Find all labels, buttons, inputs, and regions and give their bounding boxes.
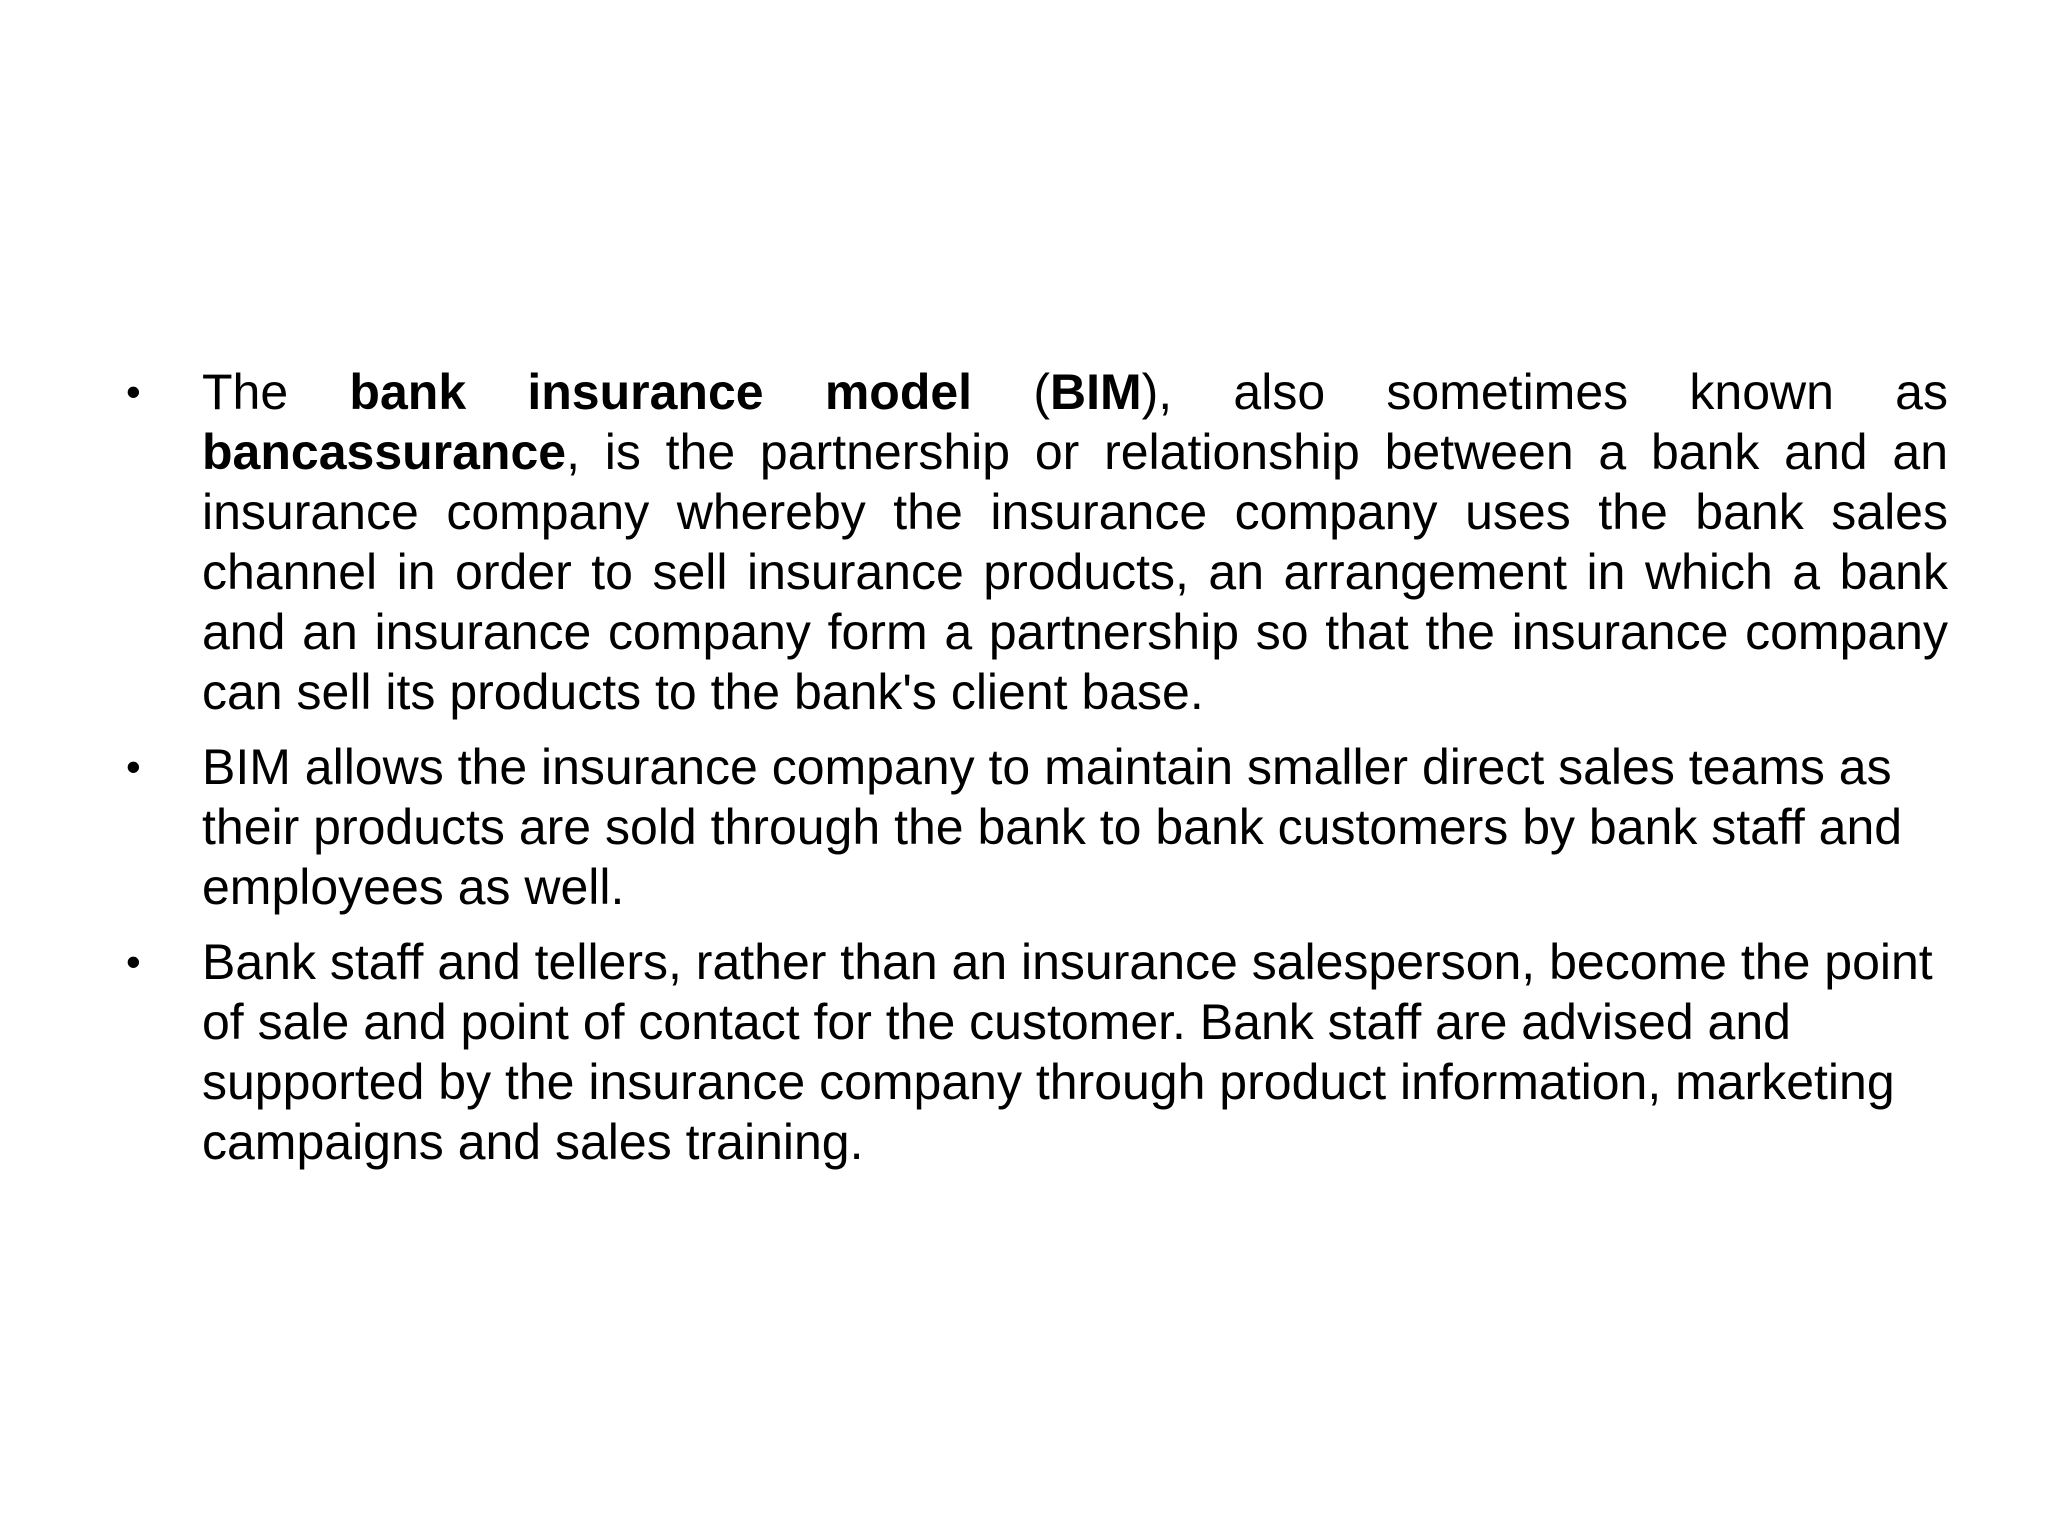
- bold-term-bim: BIM: [1049, 364, 1142, 420]
- text-run: ), also sometimes known as: [1141, 364, 1948, 420]
- bullet-item-bank-staff-point-of-sale: [118, 932, 1948, 1172]
- bullet-text: Bank staff and tellers, rather than an insurance salesperson, become the point of sale and point of contact for the customer. Bank staff are advised and supported by the insurance company through product information, marketing campaigns and sales training.: [202, 934, 1933, 1170]
- slide-content: [118, 362, 1948, 1187]
- bullet-dot-icon: •: [126, 743, 141, 790]
- bullet-list: [118, 362, 1948, 1172]
- bullet-dot-icon: •: [126, 938, 141, 985]
- text-run: , is the partnership or relationship between a bank and an insurance company whereby the insurance company uses the bank sales channel in order to sell insurance products, an arrangement in which a bank and an insurance company form a partnership so that the insurance company can sell its products to the bank's client base.: [202, 424, 1948, 720]
- text-run: The: [202, 364, 350, 420]
- bullet-text: [202, 362, 1948, 722]
- bold-term-bancassurance: bancassurance: [202, 424, 567, 480]
- text-run: (: [972, 364, 1050, 420]
- bullet-text: BIM allows the insurance company to maintain smaller direct sales teams as their products are sold through the bank to bank customers by bank staff and employees as well.: [202, 739, 1903, 915]
- bullet-item-bim-definition: [118, 362, 1948, 722]
- bold-term-bank-insurance-model: bank insurance model: [349, 364, 973, 420]
- bullet-item-smaller-sales-teams: [118, 737, 1948, 917]
- bullet-dot-icon: •: [126, 368, 141, 415]
